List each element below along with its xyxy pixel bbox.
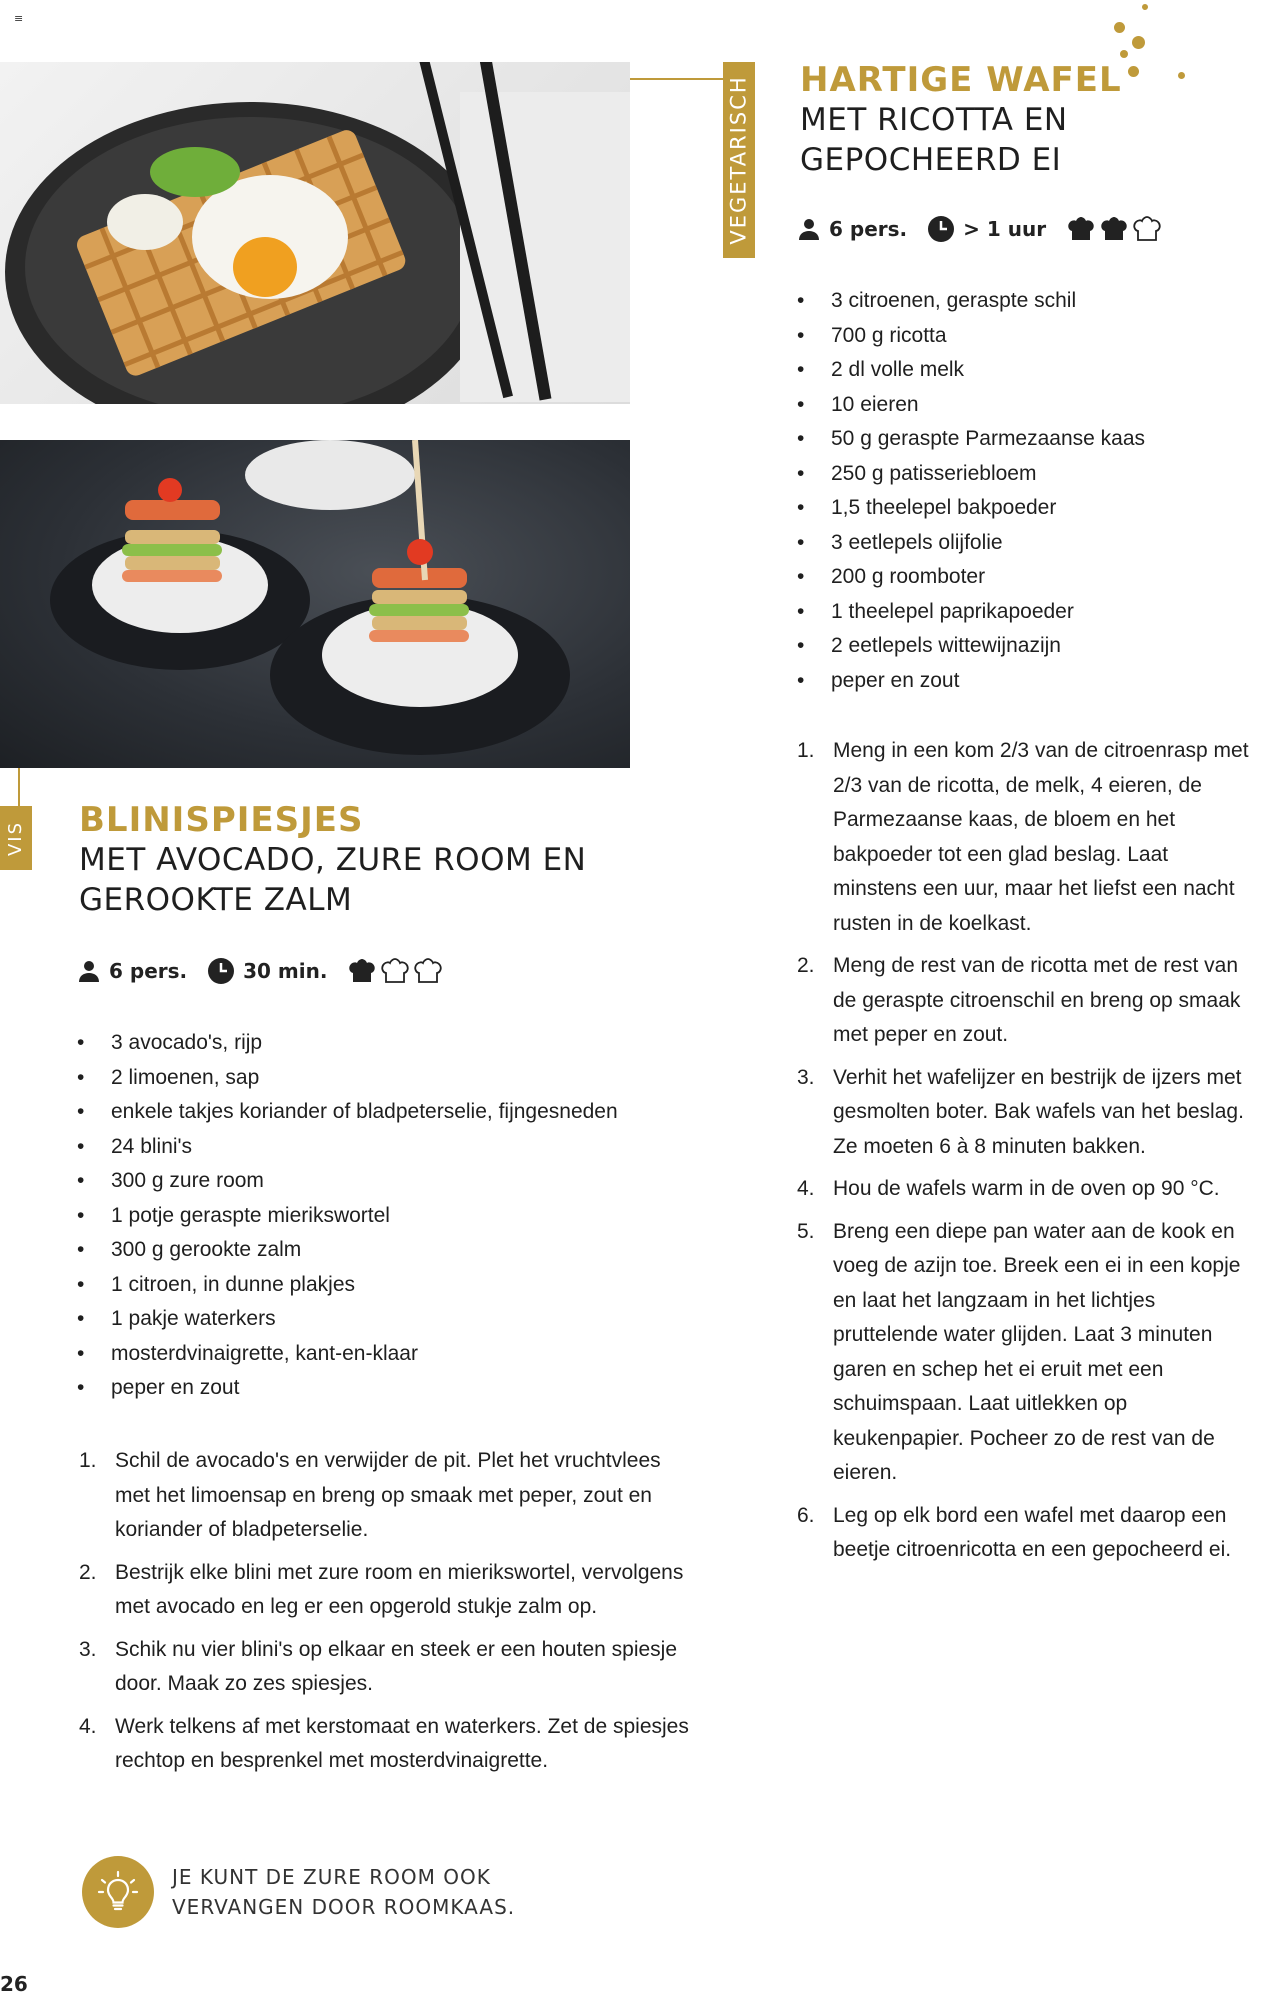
persons-label: 6 pers. [829,217,908,241]
time-label: > 1 uur [963,217,1047,241]
category-label: VIS [5,820,27,856]
ingredient-item: • mosterdvinaigrette, kant-en-klaar [77,1337,697,1372]
lightbulb-icon [96,1870,140,1914]
tip-lightbulb-badge [82,1856,154,1928]
recipe1-subtitle-line: GEPOCHEERD EI [800,142,1062,178]
ingredient-item: • 2 dl volle melk [797,353,1237,388]
step-number: 5. [797,1219,815,1243]
dot [1120,50,1128,58]
dot [1114,22,1125,33]
category-label: VEGETARISCH [727,75,751,245]
tip-line: VERVANGEN DOOR ROOMKAAS. [172,1895,516,1919]
recipe1-ingredients [797,284,1237,698]
recipe1-subtitle-line: MET RICOTTA EN [800,102,1068,138]
recipe2-title: BLINISPIESJES [79,800,364,840]
step-text: Schik nu vier blini's op elkaar en steek er een houten spiesje door. Maak zo zes spiesjes. [115,1637,678,1695]
ingredient-item: • 3 avocado's, rijp [77,1026,697,1061]
step-item [79,1444,689,1548]
recipe2-steps [79,1444,689,1787]
ingredient-item: • 1,5 theelepel bakpoeder [797,491,1237,526]
ingredient-item: • 24 blini's [77,1130,697,1165]
recipe1-steps [797,734,1257,1576]
ingredient-item: • 10 eieren [797,388,1237,423]
step-text: Verhit het wafelijzer en bestrijk de ijzers met gesmolten boter. Bak wafels van het beslag. Ze moeten 6 à 8 minuten bakken. [833,1065,1244,1158]
step-number: 1. [79,1449,97,1472]
ingredient-item: • 2 eetlepels wittewijnazijn [797,629,1237,664]
step-item [797,1061,1257,1165]
step-number: 2. [797,954,815,977]
clock-icon [927,215,955,243]
recipe2-ingredients [77,1026,697,1406]
blini-photo [0,440,630,768]
persons-group [797,217,907,241]
recipe2-meta [77,956,443,986]
step-text: Leg op elk bord een wafel met daarop een beetje citroenricotta en een gepocheerd ei. [833,1503,1232,1561]
menu-mark: ≡ [14,12,24,25]
step-text: Meng de rest van de ricotta met de rest van de geraspte citroenschil en breng op smaak met peper en zout. [833,954,1241,1046]
recipe1-meta [797,214,1162,244]
persons-group [77,959,187,983]
step-item [797,1172,1257,1207]
recipe1-title: HARTIGE WAFEL [800,60,1122,100]
ingredient-item: • 300 g zure room [77,1164,697,1199]
step-item [797,1499,1257,1568]
dot [1142,4,1148,10]
step-item [797,734,1257,941]
step-item [79,1710,689,1779]
ingredient-item: • peper en zout [77,1371,697,1406]
category-rule [18,768,20,806]
ingredient-item: • 3 citroenen, geraspte schil [797,284,1237,319]
time-label: 30 min. [243,959,328,983]
step-text: Breng een diepe pan water aan de kook en voeg de azijn toe. Breek een ei in een kopje en laat het langzaam in het lichtjes pruttelende water glijden. Laat 3 minuten garen en schep het ei eruit met een schuimspaan. Laat uitlekken op keukenpapier. Pocheer zo de rest van de eieren. [833,1219,1241,1484]
step-text: Hou de wafels warm in de oven op 90 °C. [833,1177,1220,1200]
recipe2-subtitle-line: MET AVOCADO, ZURE ROOM EN [79,842,587,878]
person-icon [797,217,821,241]
ingredient-item: • 200 g roomboter [797,560,1237,595]
ingredient-item: • 2 limoenen, sap [77,1061,697,1096]
step-number: 3. [797,1065,815,1089]
chef-hat-outline-icon [413,956,443,986]
clock-icon [207,957,235,985]
step-number: 3. [79,1637,97,1661]
time-group [927,215,1046,243]
person-icon [77,959,101,983]
chef-hat-icon [1066,214,1096,244]
chef-hat-outline-icon [380,956,410,986]
ingredient-item: • 3 eetlepels olijfolie [797,526,1237,561]
difficulty-rating [1066,214,1162,244]
persons-label: 6 pers. [109,959,188,983]
step-item [797,949,1257,1053]
ingredient-item: • peper en zout [797,664,1237,699]
category-tag-vegetarisch [723,62,755,258]
page-number: 26 [0,1972,28,1996]
tip-line: JE KUNT DE ZURE ROOM OOK [172,1865,491,1889]
chef-hat-icon [347,956,377,986]
ingredient-item: • 300 g gerookte zalm [77,1233,697,1268]
chef-hat-outline-icon [1132,214,1162,244]
ingredient-item: • enkele takjes koriander of bladpeterselie, fijngesneden [77,1095,697,1130]
step-number: 1. [797,739,815,762]
ingredient-item: • 1 pakje waterkers [77,1302,697,1337]
step-text: Meng in een kom 2/3 van de citroenrasp met 2/3 van de ricotta, de melk, 4 eieren, de Parmezaanse kaas, de bloem en het bakpoeder tot een glad beslag. Laat minstens een uur, maar het liefst een nacht rusten in de koelkast. [833,739,1249,935]
step-text: Werk telkens af met kerstomaat en waterkers. Zet de spiesjes rechtop en besprenkel met mosterdvinaigrette. [115,1714,689,1772]
step-number: 4. [797,1177,815,1200]
recipe1-title-block [800,60,1240,180]
step-text: Bestrijk elke blini met zure room en mierikswortel, vervolgens met avocado en leg er een opgerold stukje zalm op. [115,1560,684,1618]
recipe2-title-block [79,800,699,920]
ingredient-item: • 250 g patisseriebloem [797,457,1237,492]
chef-hat-icon [1099,214,1129,244]
step-item [79,1556,689,1625]
step-item [797,1215,1257,1491]
tip-text [172,1862,592,1922]
waffle-photo [0,62,630,404]
step-number: 6. [797,1503,815,1527]
category-rule [630,78,723,80]
dot [1132,36,1145,49]
difficulty-rating [347,956,443,986]
ingredient-item: • 1 citroen, in dunne plakjes [77,1268,697,1303]
step-number: 2. [79,1560,97,1584]
time-group [207,957,327,985]
recipe2-subtitle-line: GEROOKTE ZALM [79,882,353,918]
step-item [79,1633,689,1702]
ingredient-item: • 700 g ricotta [797,319,1237,354]
ingredient-item: • 50 g geraspte Parmezaanse kaas [797,422,1237,457]
ingredient-item: • 1 theelepel paprikapoeder [797,595,1237,630]
step-number: 4. [79,1714,97,1738]
category-tag-vis [0,806,32,870]
step-text: Schil de avocado's en verwijder de pit. Plet het vruchtvlees met het limoensap en breng op smaak met peper, zout en koriander of bladpeterselie. [115,1449,661,1541]
ingredient-item: • 1 potje geraspte mierikswortel [77,1199,697,1234]
